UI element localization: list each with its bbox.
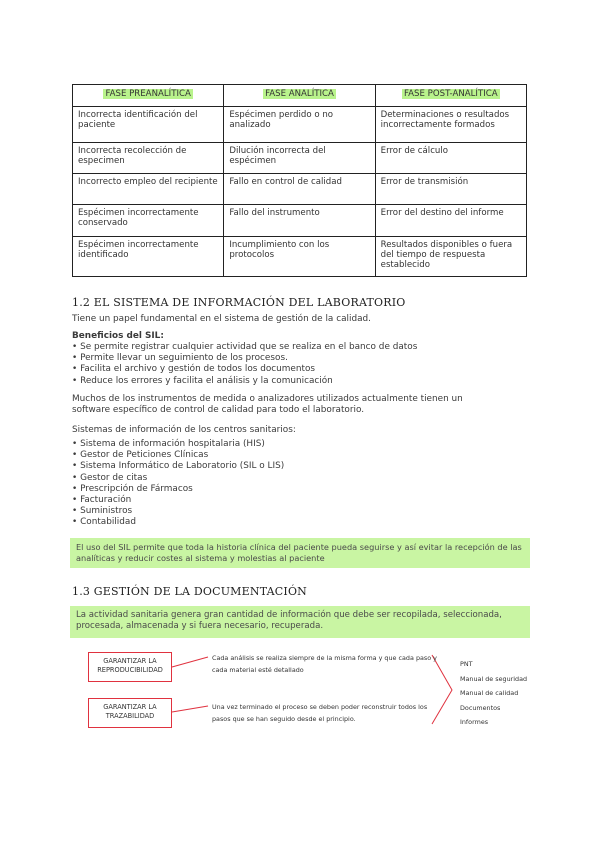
table-cell: Incorrecta identificación del paciente	[73, 107, 224, 143]
reproducibility-box: GARANTIZAR LA REPRODUCIBILIDAD	[88, 652, 172, 682]
documents-list	[460, 657, 527, 730]
list-item: • Permite llevar un seguimiento de los procesos.	[72, 353, 417, 364]
benefits-title: Beneficios del SIL:	[72, 331, 164, 341]
table-cell: Error del destino del informe	[375, 205, 526, 237]
reproducibility-note-line1: Cada análisis se realiza siempre de la misma forma y que cada paso y	[212, 654, 437, 662]
instruments-paragraph-line1: Muchos de los instrumentos de medida o analizadores utilizados actualmente tienen un	[72, 394, 463, 404]
header-analitica: FASE ANALÍTICA	[224, 85, 375, 107]
traceability-box: GARANTIZAR LA TRAZABILIDAD	[88, 698, 172, 728]
connector-box1-note	[172, 657, 208, 667]
table-cell: Incorrecta recolección de especimen	[73, 143, 224, 174]
table-cell: Resultados disponibles o fuera del tiempo de respuesta establecido	[375, 237, 526, 277]
list-item: Informes	[460, 718, 489, 726]
list-item: • Prescripción de Fármacos	[72, 484, 284, 495]
header-preanalitica: FASE PREANALÍTICA	[73, 85, 224, 107]
documentation-highlight-line2: procesada, almacenada y si fuera necesario, recuperada.	[76, 621, 324, 631]
list-item: • Contabilidad	[72, 517, 284, 528]
list-item: • Se permite registrar cualquier actividad que se realiza en el banco de datos	[72, 342, 417, 353]
systems-title: Sistemas de información de los centros sanitarios:	[72, 425, 296, 435]
list-item: • Suministros	[72, 506, 284, 517]
traceability-note	[212, 701, 427, 725]
connector-box2-note	[172, 706, 208, 712]
table-cell: Espécimen incorrectamente conservado	[73, 205, 224, 237]
section-heading-sil: 1.2 EL SISTEMA DE INFORMACIÓN DEL LABORATORIO	[72, 296, 406, 309]
table-cell: Incorrecto empleo del recipiente	[73, 174, 224, 205]
table-cell: Error de transmisión	[375, 174, 526, 205]
list-item: • Gestor de Peticiones Clínicas	[72, 450, 284, 461]
traceability-note-line1: Una vez terminado el proceso se deben poder reconstruir todos los	[212, 703, 428, 711]
sil-intro: Tiene un papel fundamental en el sistema de gestión de la calidad.	[72, 314, 371, 324]
list-item: PNT	[460, 660, 473, 668]
table-cell: Error de cálculo	[375, 143, 526, 174]
reproducibility-note-line2: cada material esté detallado	[212, 666, 304, 674]
list-item: • Sistema Informático de Laboratorio (SIL o LIS)	[72, 461, 284, 472]
list-item: Manual de calidad	[460, 689, 519, 697]
traceability-note-line2: pasos que se han seguido desde el principio.	[212, 715, 356, 723]
list-item: • Sistema de información hospitalaria (HIS)	[72, 439, 284, 450]
table-cell: Dilución incorrecta del espécimen	[224, 143, 375, 174]
list-item: • Facturación	[72, 495, 284, 506]
section-heading-documentation: 1.3 GESTIÓN DE LA DOCUMENTACIÓN	[72, 585, 307, 598]
sil-highlight-line2: analíticas y reducir costes al sistema y molestias al paciente	[76, 553, 325, 563]
table-cell: Espécimen perdido o no analizado	[224, 107, 375, 143]
documentation-highlight-line1: La actividad sanitaria genera gran cantidad de información que debe ser recopilada, seleccionada,	[76, 610, 502, 620]
table-cell: Espécimen incorrectamente identificado	[73, 237, 224, 277]
list-item: • Reduce los errores y facilita el análisis y la comunicación	[72, 376, 417, 387]
list-item: • Gestor de citas	[72, 473, 284, 484]
list-item: Documentos	[460, 703, 501, 712]
header-postanalitica: FASE POST-ANALÍTICA	[375, 85, 526, 107]
table-cell: Fallo del instrumento	[224, 205, 375, 237]
list-item: • Facilita el archivo y gestión de todos los documentos	[72, 364, 417, 375]
table-cell: Fallo en control de calidad	[224, 174, 375, 205]
list-item: Manual de seguridad	[460, 674, 528, 683]
instruments-paragraph-line2: software específico de control de calidad para todo el laboratorio.	[72, 405, 365, 415]
sil-highlight-line1: El uso del SIL permite que toda la historia clínica del paciente pueda seguirse y así evitar la recepción de las	[76, 542, 522, 552]
reproducibility-note	[212, 652, 437, 676]
table-cell: Incumplimiento con los protocolos	[224, 237, 375, 277]
table-cell: Determinaciones o resultados incorrectamente formados	[375, 107, 526, 143]
